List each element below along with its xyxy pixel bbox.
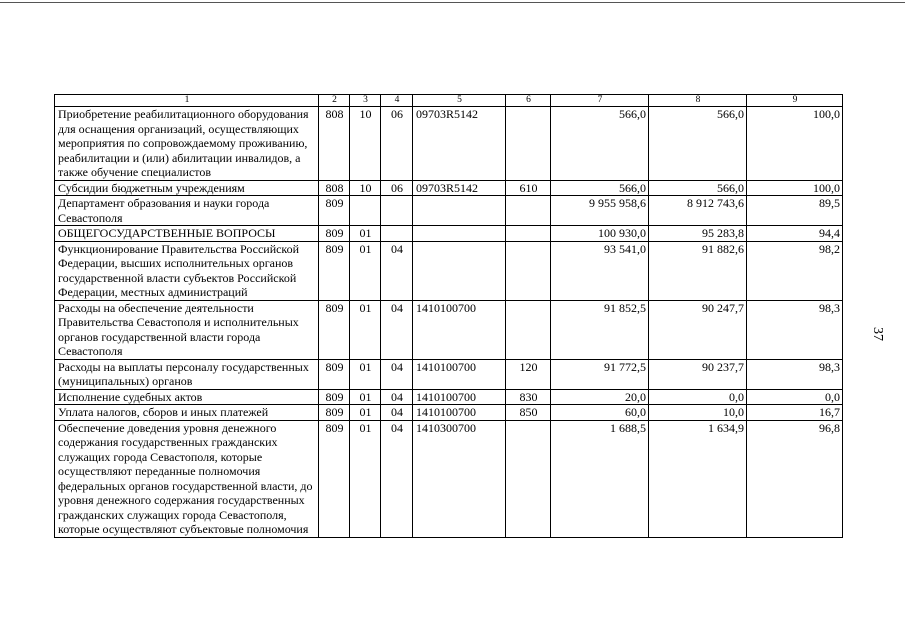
execution-percent-cell: 98,3 [747, 300, 843, 359]
expense-type-cell: 850 [506, 405, 551, 421]
header-cell-2: 2 [319, 95, 350, 107]
header-cell-7: 7 [551, 95, 649, 107]
row-name-cell: Расходы на выплаты персоналу государственных (муниципальных) органов [55, 359, 319, 389]
table-row [55, 359, 843, 389]
approved-amount-cell: 20,0 [551, 389, 649, 405]
approved-amount-cell: 60,0 [551, 405, 649, 421]
table-row [55, 300, 843, 359]
row-name-cell: Департамент образования и науки города Севастополя [55, 196, 319, 226]
execution-percent-cell: 98,2 [747, 241, 843, 300]
top-border-line [0, 2, 905, 3]
table-row [55, 226, 843, 242]
ministry-code-cell: 809 [319, 420, 350, 537]
target-article-cell: 1410100700 [413, 405, 506, 421]
approved-amount-cell: 100 930,0 [551, 226, 649, 242]
approved-amount-cell: 1 688,5 [551, 420, 649, 537]
table-row [55, 241, 843, 300]
expense-type-cell [506, 107, 551, 181]
page-number: 37 [870, 327, 885, 341]
subsection-code-cell: 04 [381, 241, 413, 300]
approved-amount-cell: 566,0 [551, 180, 649, 196]
ministry-code-cell: 809 [319, 196, 350, 226]
subsection-code-cell: 04 [381, 420, 413, 537]
ministry-code-cell: 809 [319, 226, 350, 242]
table-row [55, 389, 843, 405]
subsection-code-cell [381, 226, 413, 242]
executed-amount-cell: 91 882,6 [649, 241, 747, 300]
target-article-cell: 1410100700 [413, 389, 506, 405]
header-cell-5: 5 [413, 95, 506, 107]
execution-percent-cell: 96,8 [747, 420, 843, 537]
row-name-cell: Субсидии бюджетным учреждениям [55, 180, 319, 196]
approved-amount-cell: 9 955 958,6 [551, 196, 649, 226]
section-code-cell: 01 [350, 300, 381, 359]
expense-type-cell: 120 [506, 359, 551, 389]
expense-type-cell: 830 [506, 389, 551, 405]
ministry-code-cell: 809 [319, 405, 350, 421]
ministry-code-cell: 809 [319, 241, 350, 300]
table-header-row [55, 95, 843, 107]
target-article-cell: 1410100700 [413, 359, 506, 389]
executed-amount-cell: 566,0 [649, 180, 747, 196]
subsection-code-cell [381, 196, 413, 226]
expense-type-cell [506, 300, 551, 359]
table-row [55, 107, 843, 181]
section-code-cell: 01 [350, 359, 381, 389]
executed-amount-cell: 90 247,7 [649, 300, 747, 359]
approved-amount-cell: 91 772,5 [551, 359, 649, 389]
table-row [55, 180, 843, 196]
header-cell-8: 8 [649, 95, 747, 107]
executed-amount-cell: 566,0 [649, 107, 747, 181]
header-cell-4: 4 [381, 95, 413, 107]
table-row [55, 420, 843, 537]
expense-type-cell [506, 241, 551, 300]
target-article-cell: 1410100700 [413, 300, 506, 359]
expense-type-cell [506, 420, 551, 537]
execution-percent-cell: 98,3 [747, 359, 843, 389]
table-body [55, 95, 843, 538]
row-name-cell: Приобретение реабилитационного оборудования для оснащения организаций, осуществляющих мероприятия по сопровождаемому проживанию, реабилитации и (или) абилитации инвалидов, а также обучение специалистов [55, 107, 319, 181]
row-name-cell: Уплата налогов, сборов и иных платежей [55, 405, 319, 421]
execution-percent-cell: 16,7 [747, 405, 843, 421]
row-name-cell: Исполнение судебных актов [55, 389, 319, 405]
approved-amount-cell: 91 852,5 [551, 300, 649, 359]
executed-amount-cell: 10,0 [649, 405, 747, 421]
section-code-cell [350, 196, 381, 226]
expense-type-cell: 610 [506, 180, 551, 196]
executed-amount-cell: 0,0 [649, 389, 747, 405]
expense-type-cell [506, 226, 551, 242]
section-code-cell: 10 [350, 107, 381, 181]
expense-type-cell [506, 196, 551, 226]
target-article-cell [413, 196, 506, 226]
row-name-cell: Функционирование Правительства Российской Федерации, высших исполнительных органов государственной власти субъектов Российской Федерации, местных администраций [55, 241, 319, 300]
section-code-cell: 01 [350, 405, 381, 421]
section-code-cell: 01 [350, 389, 381, 405]
execution-percent-cell: 89,5 [747, 196, 843, 226]
ministry-code-cell: 809 [319, 300, 350, 359]
subsection-code-cell: 04 [381, 405, 413, 421]
table-row [55, 196, 843, 226]
ministry-code-cell: 808 [319, 180, 350, 196]
section-code-cell: 01 [350, 420, 381, 537]
subsection-code-cell: 04 [381, 359, 413, 389]
target-article-cell [413, 241, 506, 300]
execution-percent-cell: 100,0 [747, 180, 843, 196]
executed-amount-cell: 1 634,9 [649, 420, 747, 537]
header-cell-6: 6 [506, 95, 551, 107]
header-cell-1: 1 [55, 95, 319, 107]
subsection-code-cell: 06 [381, 180, 413, 196]
header-cell-9: 9 [747, 95, 843, 107]
ministry-code-cell: 809 [319, 359, 350, 389]
approved-amount-cell: 93 541,0 [551, 241, 649, 300]
table-row [55, 405, 843, 421]
execution-percent-cell: 100,0 [747, 107, 843, 181]
row-name-cell: Расходы на обеспечение деятельности Правительства Севастополя и исполнительных органов государственной власти города Севастополя [55, 300, 319, 359]
approved-amount-cell: 566,0 [551, 107, 649, 181]
target-article-cell: 1410300700 [413, 420, 506, 537]
section-code-cell: 10 [350, 180, 381, 196]
target-article-cell [413, 226, 506, 242]
subsection-code-cell: 04 [381, 389, 413, 405]
row-name-cell: ОБЩЕГОСУДАРСТВЕННЫЕ ВОПРОСЫ [55, 226, 319, 242]
row-name-cell: Обеспечение доведения уровня денежного содержания государственных гражданских служащих города Севастополя, которые осуществляют переданные полномочия федеральных органов государственной власти, до уровня денежного содержания государственных гражданских служащих города Севастополя, которые осуществляют субъектовые полномочия [55, 420, 319, 537]
subsection-code-cell: 06 [381, 107, 413, 181]
header-cell-3: 3 [350, 95, 381, 107]
subsection-code-cell: 04 [381, 300, 413, 359]
executed-amount-cell: 90 237,7 [649, 359, 747, 389]
target-article-cell: 09703R5142 [413, 180, 506, 196]
execution-percent-cell: 94,4 [747, 226, 843, 242]
budget-table [54, 94, 843, 538]
ministry-code-cell: 808 [319, 107, 350, 181]
execution-percent-cell: 0,0 [747, 389, 843, 405]
target-article-cell: 09703R5142 [413, 107, 506, 181]
section-code-cell: 01 [350, 226, 381, 242]
section-code-cell: 01 [350, 241, 381, 300]
executed-amount-cell: 8 912 743,6 [649, 196, 747, 226]
executed-amount-cell: 95 283,8 [649, 226, 747, 242]
ministry-code-cell: 809 [319, 389, 350, 405]
